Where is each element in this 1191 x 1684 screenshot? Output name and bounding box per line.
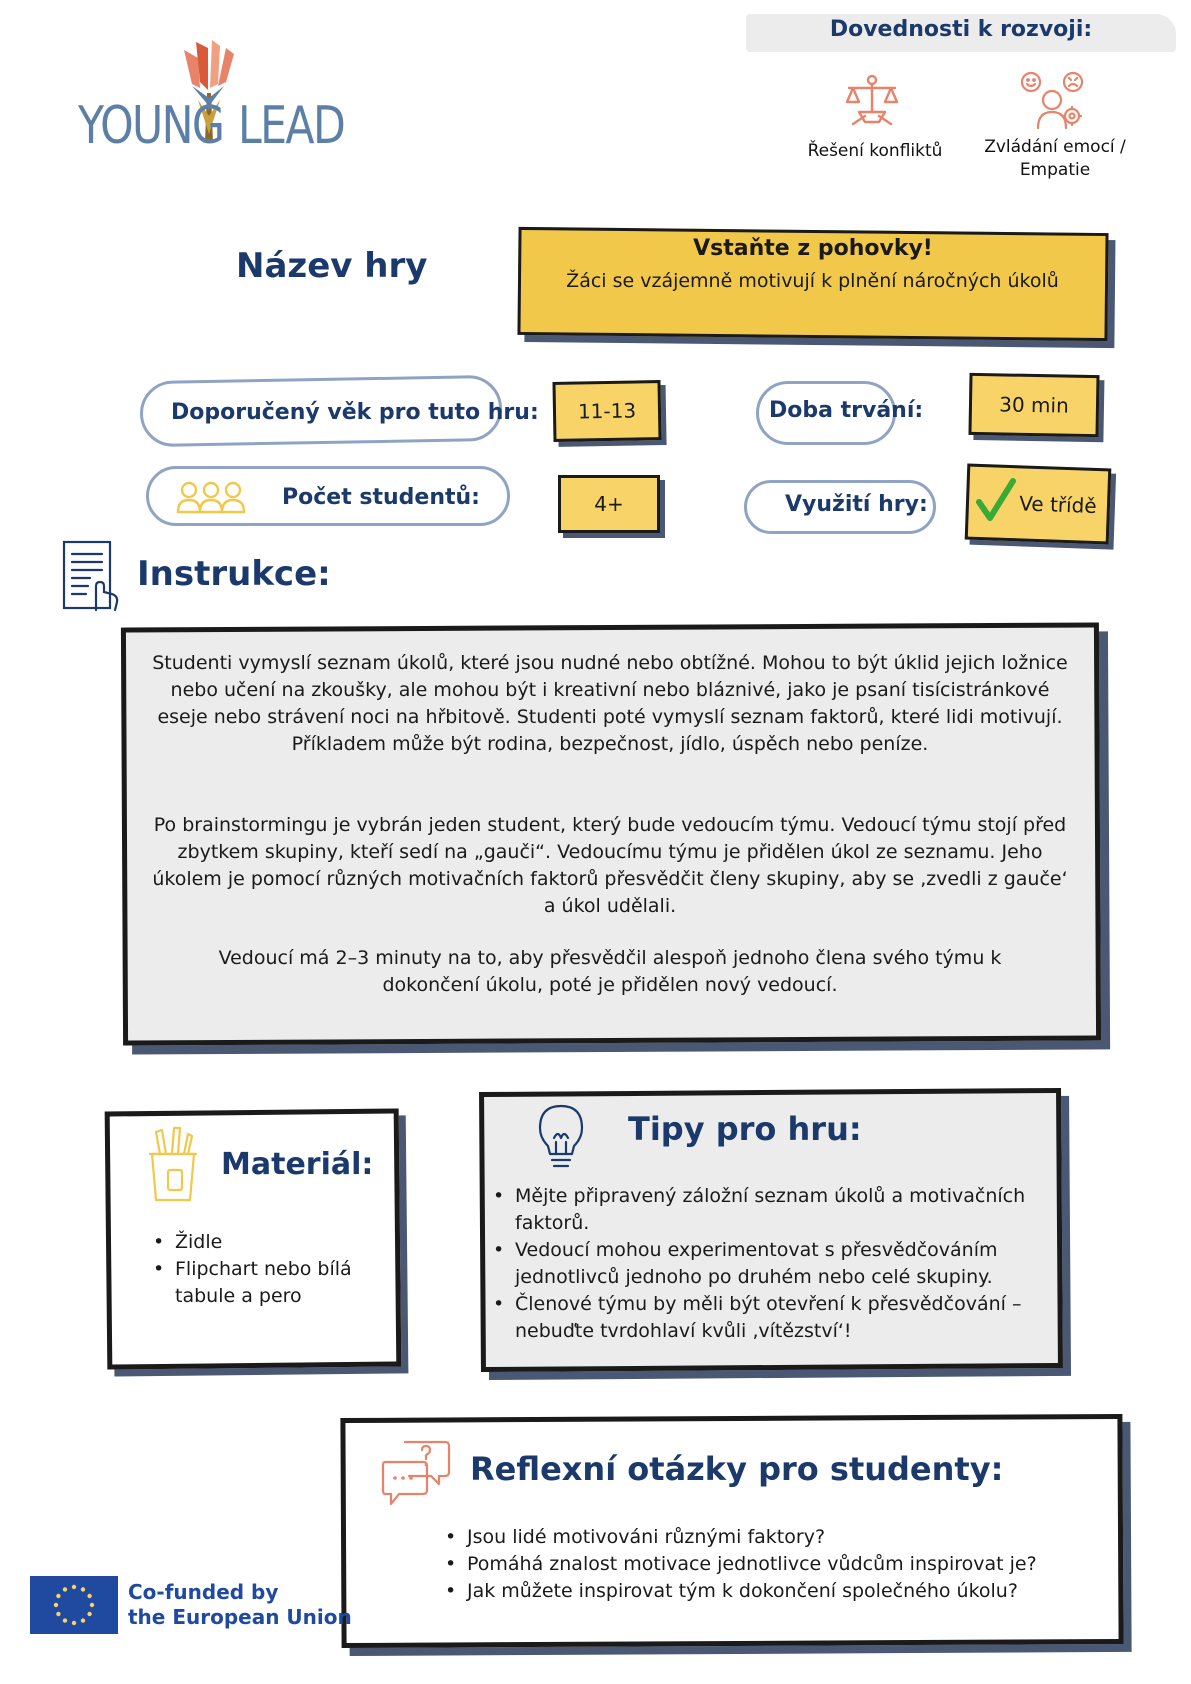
young-lead-logo — [78, 38, 358, 158]
scales-conflict-icon — [845, 72, 899, 130]
logo-word-lead: LEAD — [238, 96, 345, 156]
material-title: Materiál: — [221, 1147, 374, 1182]
instructions-paragraph-1: Studenti vymyslí seznam úkolů, které jsou nudné nebo obtížné. Mohou to být úklid jejich ložnice nebo učení na zkoušky, ale mohou být i kreativní nebo bláznivé, jako je psaní tisícistránkové eseje nebo strávení noci na hřbitově. Studenti poté vymyslí seznam faktorů, které lidi motivují. Příkladem může být rodina, bezpečnost, jídlo, úspěch nebo peníze. — [152, 652, 1068, 755]
skills-title: Dovednosti k rozvoji: — [829, 17, 1093, 42]
chat-bubbles-icon — [381, 1438, 451, 1510]
duration-label: Doba trvání: — [769, 398, 924, 423]
eu-line-1: Co-funded by — [128, 1580, 279, 1604]
duration-value-box: 30 min — [968, 373, 1099, 437]
age-label: Doporučený věk pro tuto hru: — [171, 400, 539, 425]
instructions-paragraph-2: Po brainstormingu je vybrán jeden student, který bude vedoucím týmu. Vedoucí týmu stojí před zbytkem skupiny, kteří sedí na „gauči“. Vedoucímu týmu je přidělen úkol ze seznamu. Jeho úkolem je pomocí různých motivačních faktorů přesvědčit členy skupiny, aby se ‚zvedli z gauče‘ a úkol udělali. — [152, 814, 1068, 917]
eu-cofunded-text — [128, 1580, 352, 1630]
tips-item: • Mějte připravený záložní seznam úkolů a motivačních faktorů. — [491, 1183, 1051, 1237]
reflection-list — [443, 1524, 1113, 1605]
pencil-cup-icon — [148, 1126, 198, 1202]
lightbulb-icon — [534, 1102, 588, 1170]
tips-item: • Členové týmu by měli být otevření k přesvědčování – nebuďte tvrdohlaví kvůli ‚vítězství‘! — [491, 1291, 1051, 1345]
age-value-box: 11-13 — [552, 380, 661, 442]
eu-flag-icon — [30, 1576, 118, 1634]
game-title: Vstaňte z pohovky! — [693, 236, 933, 261]
usage-value: Ve třídě — [1018, 491, 1098, 519]
instructions-document-icon — [62, 540, 120, 612]
reflection-title: Reflexní otázky pro studenty: — [470, 1450, 1004, 1488]
tips-title: Tipy pro hru: — [628, 1110, 862, 1148]
instructions-paragraph-3: Vedoucí má 2–3 minuty na to, aby přesvědčil alespoň jednoho člena svého týmu k dokončení úkolu, poté je přidělen nový vedoucí. — [218, 947, 1002, 996]
instructions-title: Instrukce: — [137, 554, 331, 594]
skill-emotions-label-line2: Empatie — [1019, 160, 1091, 180]
game-subtitle: Žáci se vzájemně motivují k plnění náročných úkolů — [566, 270, 1059, 292]
people-group-icon — [176, 480, 246, 514]
tips-item: • Vedoucí mohou experimentovat s přesvědčováním jednotlivců jednoho po druhém nebo celé skupiny. — [491, 1237, 1051, 1291]
material-item: • Židle — [151, 1229, 381, 1256]
reflection-item: • Jak můžete inspirovat tým k dokončení společného úkolu? — [443, 1578, 1113, 1605]
tips-list — [491, 1183, 1051, 1345]
eu-line-2: the European Union — [128, 1605, 352, 1629]
students-label: Počet studentů: — [282, 485, 480, 510]
emotions-icon — [1020, 70, 1086, 130]
reflection-item: • Pomáhá znalost motivace jednotlivce vůdcům inspirovat je? — [443, 1551, 1113, 1578]
skill-emotions-label-line1: Zvládání emocí / — [984, 137, 1126, 157]
reflection-item: • Jsou lidé motivováni různými faktory? — [443, 1524, 1113, 1551]
students-value-box: 4+ — [558, 475, 660, 533]
usage-label: Využití hry: — [785, 492, 928, 517]
logo-word-young: YOUNG — [78, 96, 224, 156]
check-icon — [976, 478, 1016, 522]
game-name-label: Název hry — [236, 246, 428, 286]
material-item: • Flipchart nebo bílá tabule a pero — [151, 1256, 381, 1310]
material-list — [151, 1229, 381, 1310]
skill-conflict-label: Řešení konfliktů — [807, 141, 943, 161]
